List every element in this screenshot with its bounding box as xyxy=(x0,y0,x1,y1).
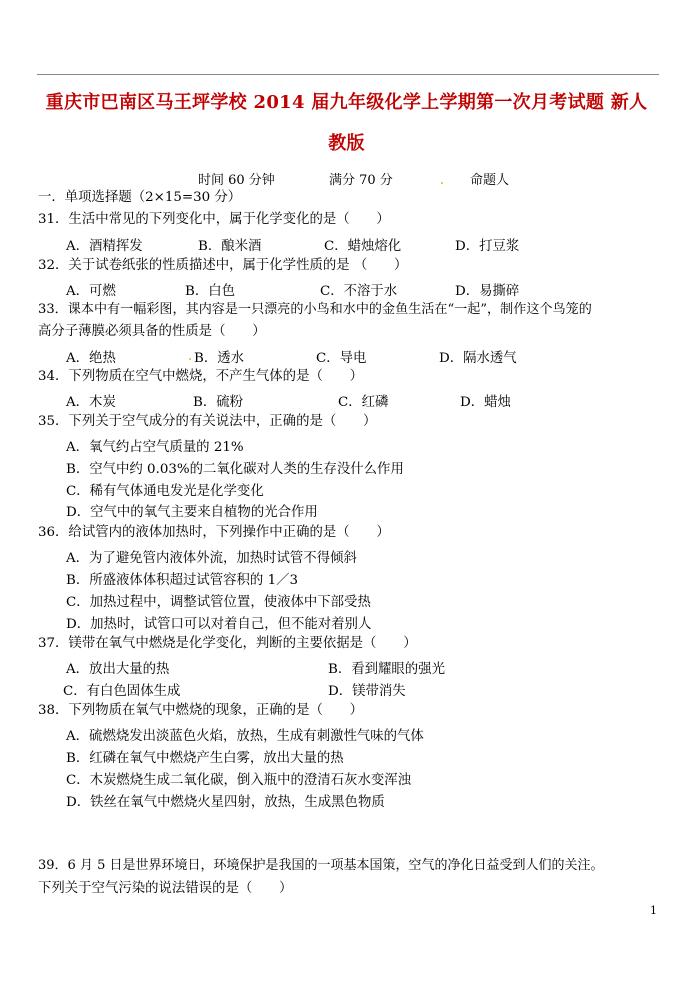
question-39-stem-cont: 下列关于空气污染的说法错误的是（ ） xyxy=(38,881,293,896)
question-31-stem: 31．生活中常见的下列变化中，属于化学变化的是（ ） xyxy=(38,212,390,227)
exam-title-line2: 教版 xyxy=(328,133,365,154)
q33-option-c: C．导电 xyxy=(316,351,367,366)
q36-option-b: B．所盛液体体积超过试管容积的 1／3 xyxy=(66,573,298,588)
q36-option-a: A．为了避免管内液体外流，加热时试管不得倾斜 xyxy=(66,551,357,566)
q38-option-c: C．木炭燃烧生成二氧化碳，倒入瓶中的澄清石灰水变浑浊 xyxy=(66,773,412,788)
question-35-stem: 35．下列关于空气成分的有关说法中，正确的是（ ） xyxy=(38,414,377,429)
q35-option-d: D．空气中的氧气主要来自植物的光合作用 xyxy=(66,505,318,520)
q35-option-c: C．稀有气体通电发光是化学变化 xyxy=(66,484,264,499)
q37-option-b: B．看到耀眼的强光 xyxy=(328,662,445,677)
q35-option-a: A．氧气约占空气质量的 21% xyxy=(66,440,244,455)
question-38-stem: 38．下列物质在氧气中燃烧的现象，正确的是（ ） xyxy=(38,703,364,718)
q31-option-c: C．蜡烛熔化 xyxy=(324,239,402,254)
q34-option-a: A．木炭 xyxy=(66,395,116,410)
decorative-dot xyxy=(189,358,191,360)
q33-option-b: B．透水 xyxy=(194,351,245,366)
question-36-stem: 36．给试管内的液体加热时，下列操作中正确的是（ ） xyxy=(38,525,390,540)
q37-option-d: D．镁带消失 xyxy=(328,684,406,699)
section-heading: 一．单项选择题（2×15=30 分） xyxy=(38,190,242,205)
q36-option-c: C．加热过程中，调整试管位置，使液体中下部受热 xyxy=(66,595,371,610)
question-32-stem: 32．关于试卷纸张的性质描述中，属于化学性质的是 （ ） xyxy=(38,258,408,273)
q32-option-c: C．不溶于水 xyxy=(320,284,398,299)
q31-option-d: D．打豆浆 xyxy=(455,239,520,254)
question-34-stem: 34．下列物质在空气中燃烧，不产生气体的是（ ） xyxy=(38,369,364,384)
question-33-stem: 33．课本中有一幅彩图，其内容是一只漂亮的小鸟和水中的金鱼生活在“一起”，制作这个鸟笼的 xyxy=(38,302,592,317)
question-39-stem: 39．6 月 5 日是世界环境日，环境保护是我国的一项基本国策，空气的净化日益受到人们的关注。 xyxy=(38,858,604,873)
q38-option-b: B．红磷在氧气中燃烧产生白雾，放出大量的热 xyxy=(66,751,344,766)
q31-option-a: A．酒精挥发 xyxy=(66,239,143,254)
q33-option-d: D．隔水透气 xyxy=(439,351,517,366)
q36-option-d: D．加热时，试管口可以对着自己，但不能对着别人 xyxy=(66,617,372,632)
decorative-dot xyxy=(441,182,443,184)
q35-option-b: B．空气中约 0.03%的二氧化碳对人类的生存没什么作用 xyxy=(66,462,404,477)
q32-option-b: B．白色 xyxy=(185,284,236,299)
exam-score: 满分 70 分 xyxy=(329,173,393,188)
question-33-stem-cont: 高分子薄膜必须具备的性质是（ ） xyxy=(38,324,266,339)
exam-time: 时间 60 分钟 xyxy=(198,173,275,188)
q34-option-b: B．硫粉 xyxy=(193,395,244,410)
q34-option-d: D．蜡烛 xyxy=(460,395,511,410)
q37-option-c: C．有白色固体生成 xyxy=(63,684,181,699)
q38-option-d: D．铁丝在氧气中燃烧火星四射，放热，生成黑色物质 xyxy=(66,795,385,810)
q37-option-a: A．放出大量的热 xyxy=(66,662,170,677)
q32-option-a: A．可燃 xyxy=(66,284,116,299)
header-rule xyxy=(37,74,659,75)
question-37-stem: 37．镁带在氧气中燃烧是化学变化，判断的主要依据是（ ） xyxy=(38,636,417,651)
q38-option-a: A．硫燃烧发出淡蓝色火焰，放热，生成有刺激性气味的气体 xyxy=(66,729,424,744)
q32-option-d: D．易撕碎 xyxy=(455,284,520,299)
exam-author: 命题人 xyxy=(470,173,510,188)
exam-title-line1: 重庆市巴南区马王坪学校 2014 届九年级化学上学期第一次月考试题 新人 xyxy=(45,92,648,113)
q31-option-b: B．酿米酒 xyxy=(198,239,262,254)
q33-option-a: A．绝热 xyxy=(66,351,116,366)
page-number: 1 xyxy=(650,904,657,917)
q34-option-c: C．红磷 xyxy=(338,395,389,410)
